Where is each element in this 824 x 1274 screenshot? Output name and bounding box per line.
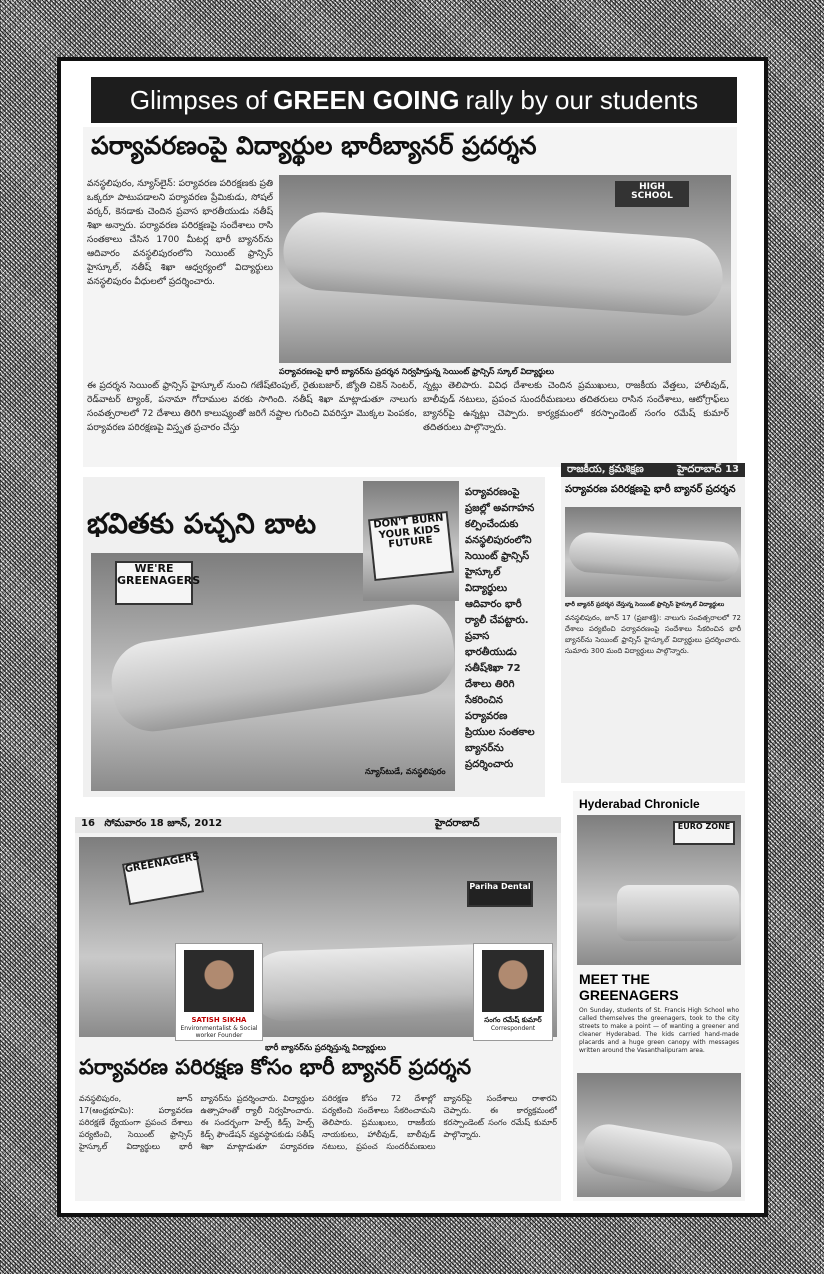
clip4-headline: పర్యావరణ పరిరక్షణ కోసం భారీ బ్యానర్ ప్రదర్శన <box>79 1055 472 1079</box>
clip5-banner-tube-2 <box>580 1120 736 1195</box>
clip4-shop-sign: Pariha Dental <box>467 881 533 907</box>
page-banner <box>91 77 737 123</box>
clip2-inset-photo <box>363 481 459 601</box>
news-clip-5 <box>573 791 745 1201</box>
clip1-bottom-right: న్నట్లు తెలిపారు. వివిధ దేశాలకు చెందిన ప్రముఖులు, రాజకీయ వేత్తలు, హాలీవుడ్, బాలీవుడ్ నటులు, ప్రపంచ సుందరీమణులు తదితరులు రాసిన సందేశాలు, ఆటోగ్రాఫ్‌లు బ్యానర్‌పై ఉన్నట్లు చెప్పారు. కార్యక్రమంలో కరస్పాండెంట్ సంగం రమేష్ కుమార్ తదితరులు పాల్గొన్నారు. <box>423 381 729 433</box>
clip2-credit: న్యూస్‌టుడే, వనస్థలిపురం <box>365 767 446 776</box>
clip1-photo <box>279 175 731 363</box>
portrait-satish-role: Environmentalist & Social worker Founder <box>180 1025 258 1039</box>
clip2-column-text: పర్యావరణంపై ప్రజల్లో అవగాహన కల్పించేందుకు వనస్థలిపురంలోని సెయింట్ ఫ్రాన్సిస్ హైస్కూల్ విద్యార్థులు ఆదివారం భారీ ర్యాలీ చేపట్టారు. ప్రవాస భారతీయుడు సతీష్‌శిఖా 72 దేశాలు తిరిగి సేకరించిన పర్యావరణ ప్రియుల సంతకాల బ్యానర్‌ను ప్రదర్శించారు <box>465 487 535 770</box>
clip4-strip <box>75 817 561 833</box>
clip1-column-text: వనస్థలిపురం, న్యూస్‌లైన్: పర్యావరణ పరిరక్షణకు ప్రతి ఒక్కరూ పాటుపడాలని పర్యావరణ ప్రేమికుడు, సోషల్ వర్కర్, కెనడాకు చెందిన ప్రవాస భారతీయుడు నతీష్ శిఖా అన్నారు. పర్యావరణ పరిరక్షణపై సందేశాలు రాసి సంతకాలు చేసిన 1700 మీటర్ల భారీ బ్యానర్‌ను ఆదివారం వనస్థలిపురంలోని సెయింట్ ఫ్రాన్సిస్ హైస్కూల్, నతీష్ శిఖా ఆధ్వర్యంలో విద్యార్థులు వనస్థలిపురం వీధులలో ప్రదర్శించారు. <box>87 179 273 287</box>
news-clip-4 <box>75 817 561 1201</box>
portrait-satish <box>175 943 263 1041</box>
clip5-banner-tube <box>617 885 739 941</box>
news-clip-2 <box>83 477 545 797</box>
clip2-headline: భవితకు పచ్చని బాట <box>87 507 317 540</box>
clip2-banner-tube <box>106 600 455 737</box>
clip4-body: వనస్థలిపురం, జూన్ 17(ఆంధ్రభూమి): పర్యావరణ పరిరక్షణే ధ్యేయంగా ప్రపంచ దేశాలు పర్యటించి, సెయింట్ ఫ్రాన్సిస్ హైస్కూల్ విద్యార్థులు భారీ బ్యానర్‌ను ప్రదర్శించారు. విద్యార్థుల ఉత్సాహంతో ర్యాలీ నిర్వహించారు. ఈ సందర్భంగా హెల్ప్ కిడ్స్ హెల్ప్ కిడ్స్ ఫౌండేషన్ వ్యవస్థాపకుడు సతీష్ శిఖా మాట్లాడుతూ పర్యావరణ పరిరక్షణ కోసం 72 దేశాల్లో పర్యటించి సందేశాలు సేకరించామని తెలిపారు. ప్రముఖులు, రాజకీయ నాయకులు, హాలీవుడ్, బాలీవుడ్ నటులు, ప్రపంచ సుందరీమణులు బ్యానర్‌పై సందేశాలు రాశారని చెప్పారు. ఈ కార్యక్రమంలో కరస్పాండెంట్ సంగం రమేష్ కుమార్ పాల్గొన్నారు. <box>79 1094 557 1151</box>
clip3-body: వనస్థలిపురం, జూన్ 17 (ప్రజాశక్తి): నాలుగు సంవత్సరాలలో 72 దేశాలు పర్యటించి పర్యావరణంపై సందేశాలు సేకరించిన భారీ బ్యానర్‌ను సెయింట్ ఫ్రాన్సిస్ హైస్కూల్ విద్యార్థులు ప్రదర్శించారు. సుమారు 300 మంది విద్యార్థులు పాల్గొన్నారు. <box>565 614 741 655</box>
banner-pre: Glimpses of <box>129 84 268 115</box>
news-clip-1 <box>83 127 737 467</box>
clip1-headline: పర్యావరణంపై విద్యార్థుల భారీబ్యానర్ ప్రదర్శన <box>91 131 537 160</box>
clip5-sign: EURO ZONE <box>673 821 735 845</box>
clip5-photo-top <box>577 815 741 965</box>
clip4-sign: GREENAGERS <box>122 851 204 906</box>
portrait-satish-photo <box>184 950 254 1012</box>
clip4-page-no: 16 <box>81 818 95 829</box>
clip4-date: సోమవారం 18 జూన్, 2012 <box>104 818 223 829</box>
clip2-sign-greenagers: WE'RE GREENAGERS <box>115 561 193 605</box>
clip5-photo-bottom <box>577 1073 741 1197</box>
clip3-strip-right: హైదరాబాద్ 13 <box>677 464 739 475</box>
clip3-strip <box>561 463 745 477</box>
clip3-headline: పర్యావరణ పరిరక్షణపై భారీ బ్యానర్ ప్రదర్శన <box>565 484 736 495</box>
clip5-title-1: MEET THE <box>579 971 650 987</box>
clip3-caption: భారీ బ్యానర్ ప్రదర్శన చేస్తున్న సెయింట్ ఫ్రాన్సిస్ హైస్కూల్ విద్యార్థులు <box>565 601 725 608</box>
clip4-caption: భారీ బ్యానర్‌ను ప్రదర్శిస్తున్న విద్యార్థులు <box>265 1043 386 1052</box>
page-frame <box>57 57 768 1217</box>
clip3-strip-left: రాజకీయ, క్రమశిక్షణ <box>567 464 644 475</box>
clip2-sign-kids: DON'T BURN YOUR KIDS FUTURE <box>368 511 454 581</box>
clip5-masthead: Hyderabad Chronicle <box>579 797 700 811</box>
clip1-bottom-left: ఈ ప్రదర్శన సెయింట్ ఫ్రాన్సిస్ హైస్కూల్ నుంచి గణేష్‌టెంపుల్, రైతుబజార్, జ్యోతి చికెన్ సెంటర్, రెడ్‌వాటర్ ట్యాంక్, పనామా గోదాముల వరకు సాగింది. నతీష్ శిఖా మాట్లాడుతూ నాలుగు సంవత్సరాలలో 72 దేశాలు తిరిగి కాలుష్యంతో జరిగే నష్టాల గురించి వివరిస్తూ మొక్కల పెంపకం, పర్యావరణ పరిరక్షణపై విస్తృత ప్రచారం చేస్తు <box>87 381 417 433</box>
clip3-banner-tube <box>568 531 740 583</box>
clip1-caption: పర్యావరణంపై భారీ బ్యానర్‌ను ప్రదర్శన నిర్వహిస్తున్న సెయింట్ ఫ్రాన్సిస్ స్కూల్ విద్యార్థులు <box>279 367 554 376</box>
clip1-banner-tube <box>281 210 725 319</box>
banner-post: rally by our students <box>465 84 699 115</box>
clip4-city: హైదరాబాద్ <box>435 818 480 829</box>
clip1-school-sign: HIGH SCHOOL <box>615 181 689 207</box>
portrait-correspondent-name: సంగం రమేష్ కుమార్ <box>484 1016 542 1024</box>
clip3-photo <box>565 507 741 597</box>
portrait-correspondent-role: Correspondent <box>490 1025 536 1032</box>
clip5-title-2: GREENAGERS <box>579 987 679 1003</box>
portrait-satish-name: SATISH SIKHA <box>191 1016 247 1024</box>
portrait-correspondent <box>473 943 553 1041</box>
banner-bold: GREEN GOING <box>273 84 460 115</box>
clip5-body: On Sunday, students of St. Francis High School who called themselves the greenagers, took to the city streets to make a point — of wanting a greener and cleaner Hyderabad. The kids carried hand-made placards and a huge green canopy with messages written around the Vasanthalipuram area. <box>579 1007 739 1054</box>
news-clip-3 <box>561 463 745 783</box>
portrait-correspondent-photo <box>482 950 544 1012</box>
